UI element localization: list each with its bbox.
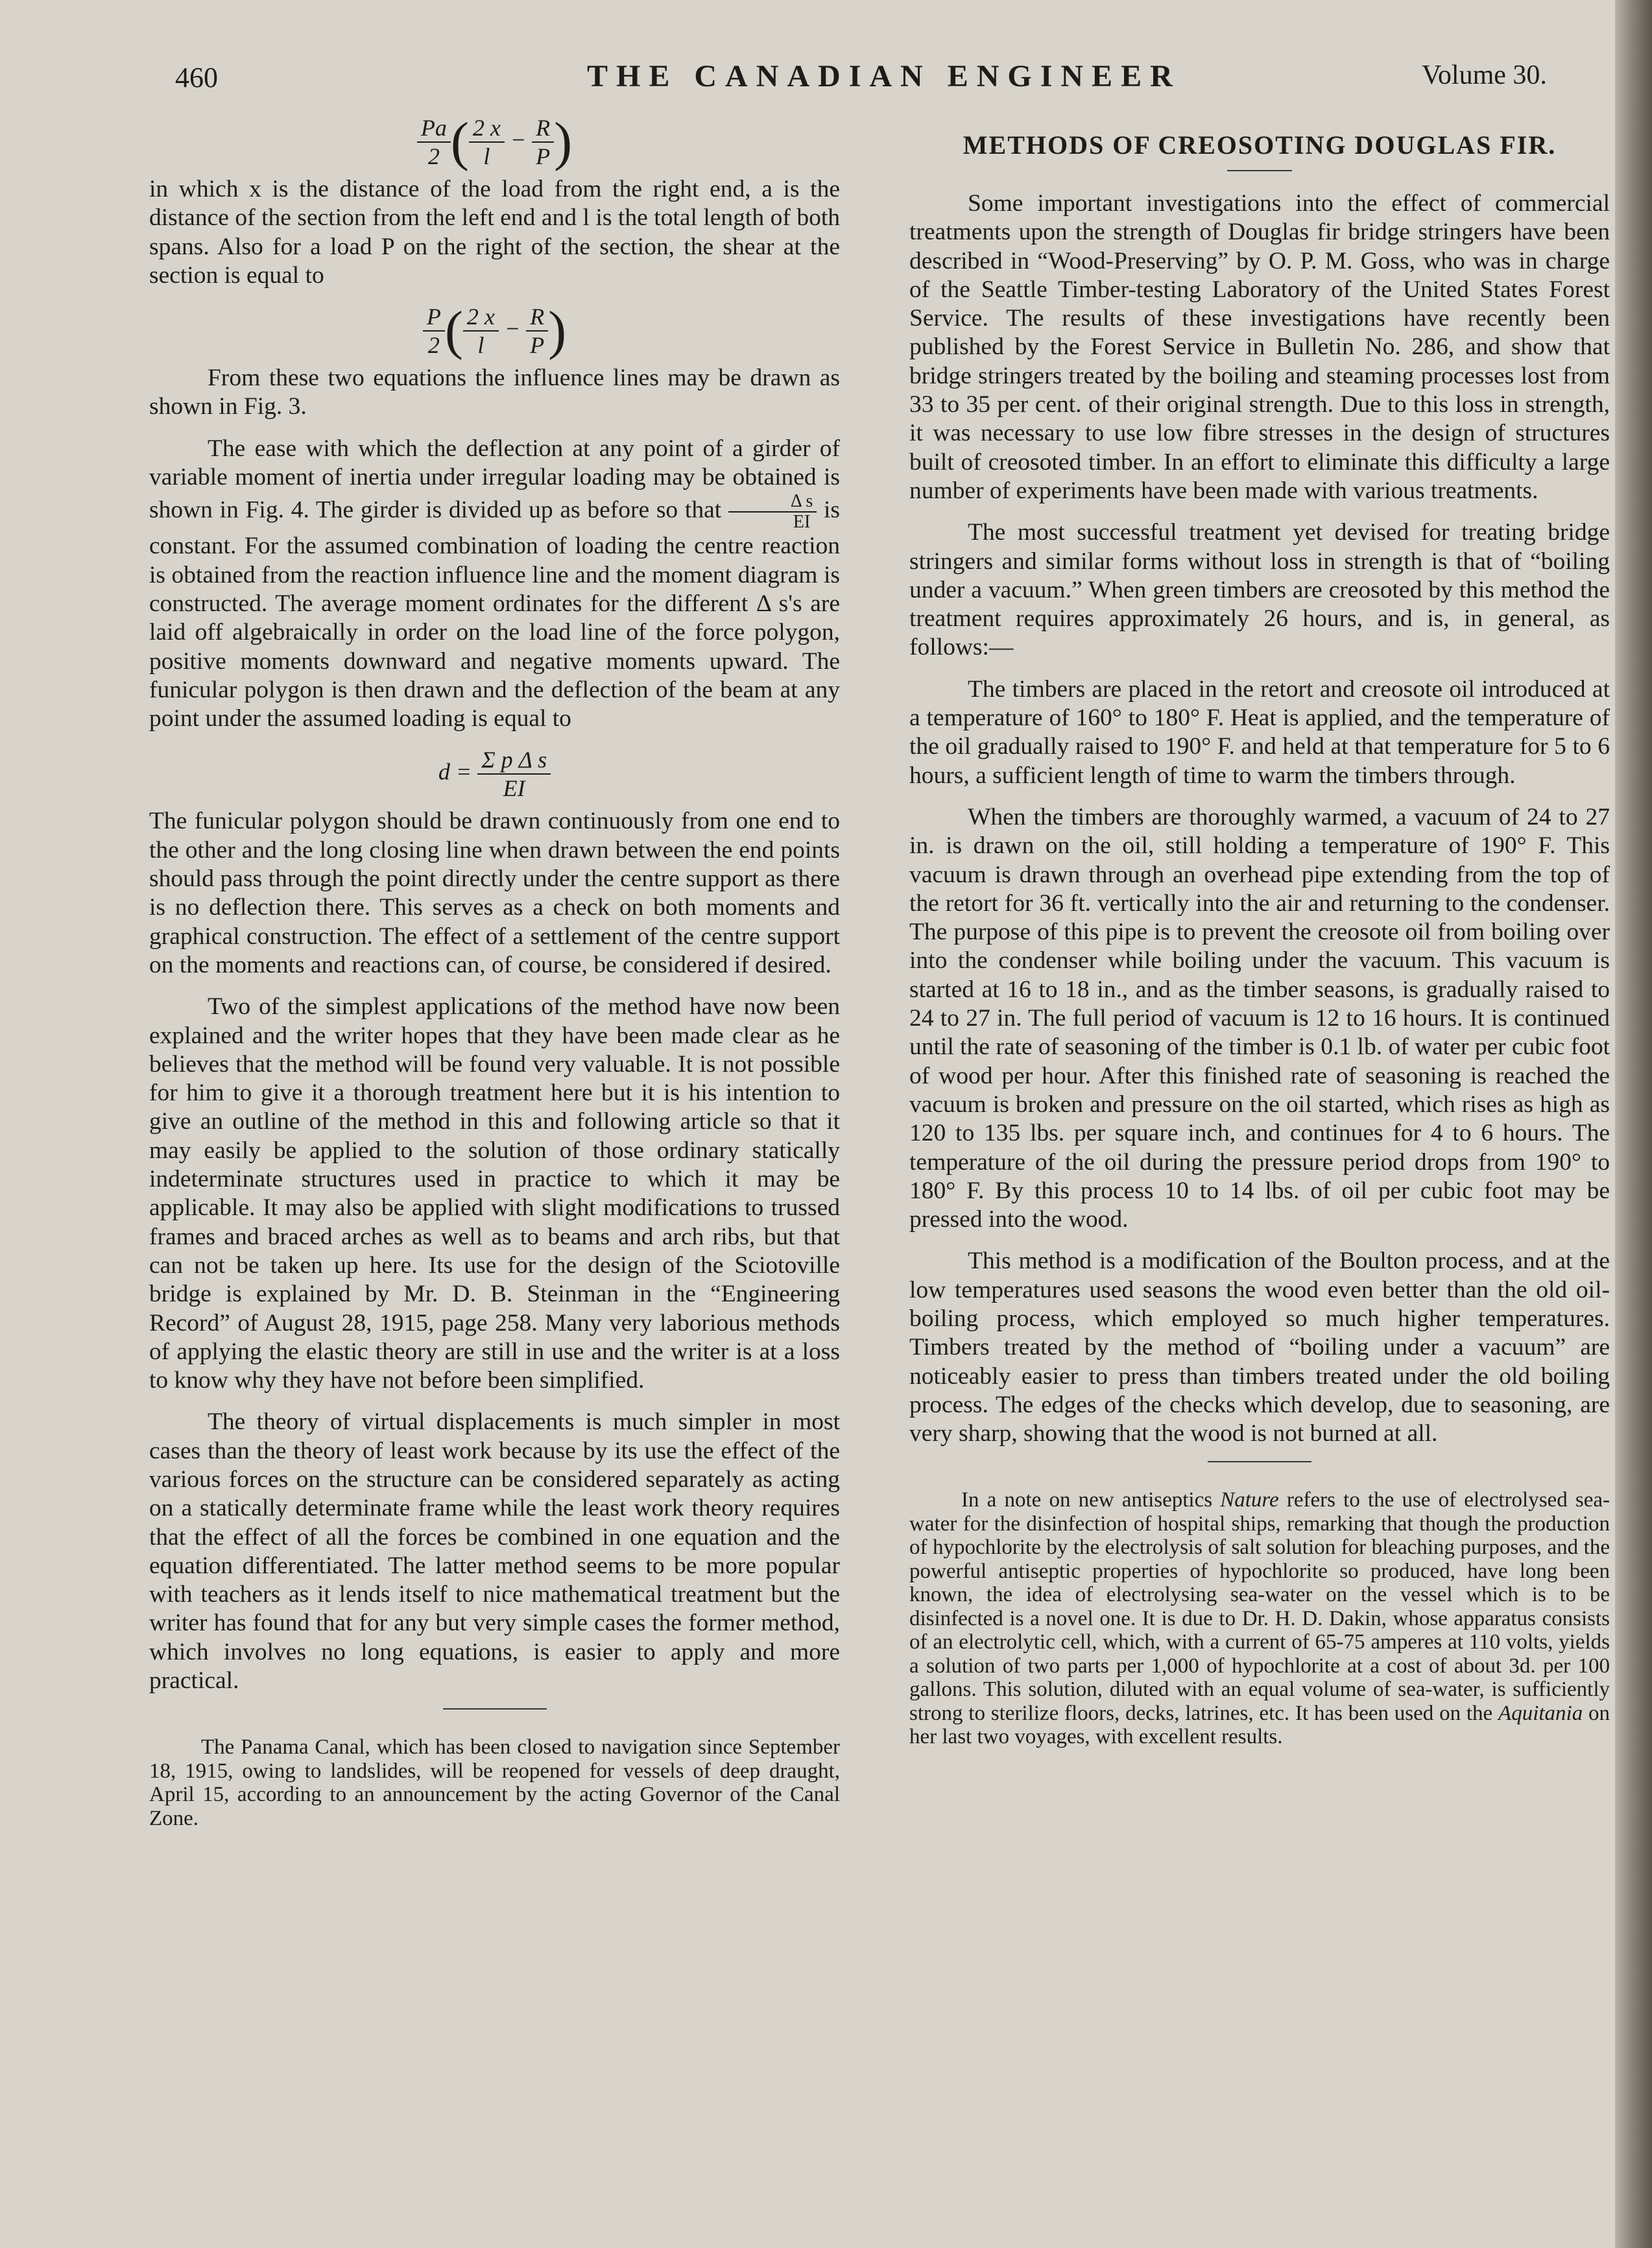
right-paragraph-3: The timbers are placed in the retort and creosote oil introduced at a temperature of 160° to 180° F. Heat is applied, and the temperature of the oil gradually raised to 190° F. and held at that temperature for 5 to 6 hours, a sufficient length of time to warm the timbers through. bbox=[909, 675, 1610, 789]
title-divider bbox=[1227, 170, 1292, 171]
right-column bbox=[909, 110, 1610, 1749]
left-paragraph-6: The theory of virtual displacements is much simpler in most cases than the theory of least work because by its use the effect of the various forces on the structure can be considered separately as acting on a statically determinate frame while the least work theory requires that the effect of all the forces be combined in one equation and the equation differentiated. The latter method seems to be more popular with teachers as it lends itself to nice mathematical treatment but the writer has found that for any but very simple cases the former method, which involves no long equations, is easier to apply and more practical. bbox=[149, 1408, 840, 1695]
section-divider bbox=[443, 1708, 547, 1710]
right-paragraph-4: When the timbers are thoroughly warmed, a vacuum of 24 to 27 in. is drawn on the oil, still holding a temperature of 190° F. This vacuum is drawn through an overhead pipe extending from the top of the retort for 36 ft. vertically into the air and returning to the condenser. The purpose of this pipe is to prevent the creosote oil from boiling over into the condenser while boiling under the vacuum. This vacuum is started at 16 to 18 in., and as the timber seasons, is gradually raised to 24 to 27 in. The full period of vacuum is 12 to 16 hours. It is continued until the rate of seasoning of the timber is 0.1 lb. of water per cubic foot of wood per hour. After this finished rate of seasoning is reached the vacuum is broken and pressure on the oil started, which rises as high as 120 to 135 lbs. per square inch, and continues for 4 to 6 hours. The temperature of the oil during the pressure period drops from 190° to 180° F. By this process 10 to 14 lbs. of oil per cubic foot may be pressed into the wood. bbox=[909, 803, 1610, 1233]
volume-label: Volume 30. bbox=[1422, 60, 1547, 90]
right-paragraph-1: Some important investigations into the effect of commercial treatments upon the strength of Douglas fir bridge stringers have been described in “Wood-Preserving” by O. P. M. Goss, who was in charge of the Seattle Timber-testing Laboratory of the United States Forest Service. The results of these investigations have recently been published by the Forest Service in Bulletin No. 286, and show that bridge stringers treated by the boiling and steaming processes lost from 33 to 35 per cent. of their original strength. Due to this loss in strength, it was necessary to use low fibre stresses in the design of structures built of creosoted timber. In an effort to eliminate this difficulty a large number of experiments have been made with various treatments. bbox=[909, 190, 1610, 504]
article-title: METHODS OF CREOSOTING DOUGLAS FIR. bbox=[963, 130, 1557, 160]
deflection-formula: d = $\frac{\text{Σ p Δ s}}{EI}$ bbox=[149, 746, 840, 802]
journal-title: THE CANADIAN ENGINEER bbox=[587, 59, 1181, 93]
panama-canal-note: The Panama Canal, which has been closed to navigation since September 18, 1915, owing to landslides, will be reopened for vessels of deep draught, April 15, according to an announcement by the acting Governor of the Canal Zone. bbox=[149, 1735, 840, 1830]
left-paragraph-5: Two of the simplest applications of the method have now been explained and the writer hopes that they have been made clear as he believes that the method will be found very valuable. It is not possible for him to give it a thorough treatment here but it is his intention to give an outline of the method in this and following article so that it may easily be applied to the solution of those ordinary statically indeterminate structures used in practice to which it may be applicable. It may also be applied with slight modifications to trussed frames and braced arches as well as to beams and arch ribs, but that can not be taken up here. Its use for the design of the Sciotoville bridge is explained by Mr. D. B. Steinman in the “Engineering Record” of August 28, 1915, page 258. Many very laborious methods of applying the elastic theory are still in use and the writer is at a loss to know why they have not before been simplified. bbox=[149, 993, 840, 1394]
left-paragraph-2: From these two equations the influence lines may be drawn as shown in Fig. 3. bbox=[149, 365, 840, 420]
right-paragraph-2: The most successful treatment yet devised for treating bridge stringers and similar forms without loss in strength is that of “boiling under a vacuum.” When green timbers are creosoted by this method the treatment requires approximately 26 hours, and is, in general, as follows:— bbox=[909, 519, 1610, 661]
shear-formula-right: $\frac{P}{2}$ ( $\frac{2 x}{l}$ − $\frac{R}{P}$ ) bbox=[149, 303, 840, 359]
right-paragraph-5: This method is a modification of the Boulton process, and at the low temperatures used seasons the wood even better than the old oil-boiling process, which employed so much higher temperatures. Timbers treated by the method of “boiling under a vacuum” are noticeably easier to press than timbers treated under the old boiling process. The edges of the checks which develop, due to seasoning, are very sharp, showing that the wood is not burned at all. bbox=[909, 1248, 1610, 1447]
delta-s-over-ei: $\frac{\text{Δ s}}{EI}$ bbox=[728, 492, 817, 532]
left-column bbox=[149, 110, 840, 1830]
antiseptics-note: In a note on new antiseptics Nature refers to the use of electrolysed sea-water for the disinfection of hospital ships, remarking that though the production of hypochlorite by the electrolysis of salt solution for bleaching purposes, and the powerful antiseptic properties of hypochlorite so produced, have long been known, the idea of electrolysing sea-water on the vessel which is to be disinfected is a novel one. It is due to Dr. H. D. Dakin, whose apparatus consists of an electrolytic cell, which, with a current of 65-75 amperes at 110 volts, yields a solution of two parts per 1,000 of hypochlorite at a cost of about 3d. per 100 gallons. This solution, diluted with an equal volume of sea-water, is sufficiently strong to sterilize floors, decks, latrines, etc. It has been used on the Aquitania on her last two voyages, with excellent results. bbox=[909, 1488, 1610, 1749]
shear-formula-left: $\frac{Pa}{2}$ ( $\frac{2 x}{l}$ − $\frac{R}{P}$ ) bbox=[149, 114, 840, 170]
page-number: 460 bbox=[175, 62, 218, 93]
left-paragraph-3: The ease with which the deflection at any point of a girder of variable moment of inertia under irregular loading may be obtained is shown in Fig. 4. The girder is divided up as before so that $\frac{\text{Δ s}}{EI}$ is constant. For the assumed combination of loading the centre reaction is obtained from the reaction influence line and the moment diagram is constructed. The average moment ordinates for the different Δ s's are laid off algebraically in order on the load line of the force polygon, positive moments downward and negative moments upward. The funicular polygon is then drawn and the deflection of the beam at any point under the assumed loading is equal to bbox=[149, 435, 840, 732]
page-edge-shadow bbox=[1615, 0, 1652, 2248]
left-paragraph-1: in which x is the distance of the load from the right end, a is the distance of the section from the left end and l is the total length of both spans. Also for a load P on the right of the section, the shear at the section is equal to bbox=[149, 176, 840, 289]
left-paragraph-4: The funicular polygon should be drawn continuously from one end to the other and the long closing line when drawn between the end points should pass through the point directly under the centre support as there is no deflection there. This serves as a check on both moments and graphical construction. The effect of a settlement of the centre support on the moments and reactions can, of course, be considered if desired. bbox=[149, 808, 840, 978]
section-divider-right bbox=[1208, 1461, 1311, 1462]
running-head bbox=[0, 47, 1615, 92]
